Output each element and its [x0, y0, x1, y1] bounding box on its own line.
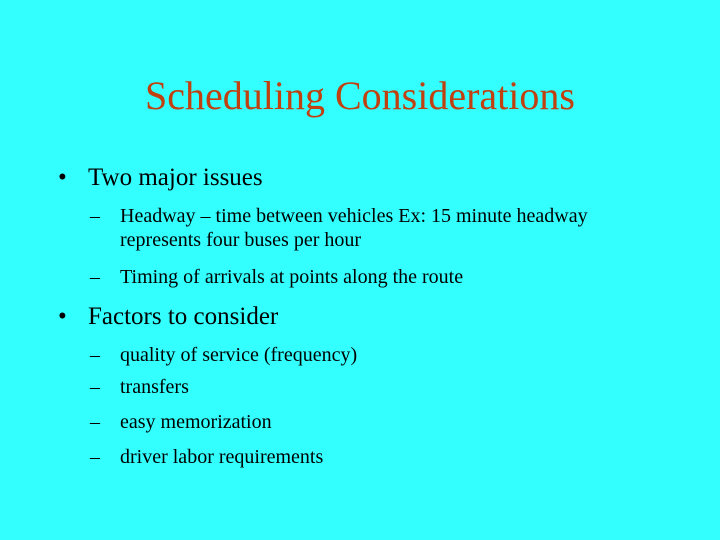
- sub-bullet-text: quality of service (frequency): [120, 344, 358, 366]
- sub-bullet-marker: –: [90, 376, 100, 398]
- sub-bullet-text: Headway – time between vehicles Ex: 15 minute headway represents four buses per hour: [120, 205, 588, 251]
- sub-bullet-marker: –: [90, 344, 100, 366]
- sub-bullet-marker: –: [90, 446, 100, 468]
- bullet-marker: •: [58, 164, 67, 191]
- sub-bullet-item: [90, 445, 630, 469]
- sub-bullet-text: driver labor requirements: [120, 446, 324, 468]
- bullet-item: [58, 302, 678, 332]
- sub-bullet-marker: –: [90, 266, 100, 288]
- slide-title: Scheduling Considerations: [145, 73, 575, 118]
- sub-bullet-item: [90, 204, 630, 254]
- sub-bullet-marker: –: [90, 205, 100, 227]
- sub-bullet-item: [90, 343, 630, 367]
- sub-bullet-text: easy memorization: [120, 411, 272, 433]
- bullet-text: Two major issues: [88, 164, 263, 191]
- sub-bullet-text: Timing of arrivals at points along the route: [120, 266, 464, 288]
- bullet-text: Factors to consider: [88, 303, 279, 330]
- sub-bullet-item: [90, 265, 630, 289]
- sub-bullet-item: [90, 410, 630, 434]
- bullet-item: [58, 163, 678, 193]
- sub-bullet-text: transfers: [120, 376, 189, 398]
- sub-bullet-item: [90, 375, 630, 399]
- sub-bullet-marker: –: [90, 411, 100, 433]
- bullet-marker: •: [58, 303, 67, 330]
